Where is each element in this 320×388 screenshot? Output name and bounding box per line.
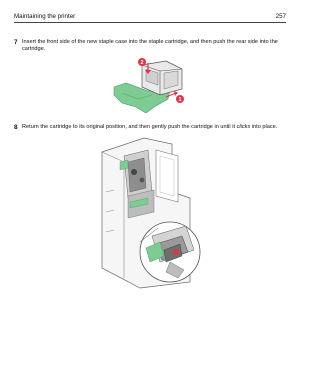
step-text: Insert the front side of the new staple case into the staple cartridge, and then push the rear side into the cartridge. [22,39,278,53]
callout-1: 1 [178,96,182,103]
section-title: Maintaining the printer [14,13,76,20]
step-number: 8 [14,124,18,131]
callout-2: 2 [140,59,144,66]
step-number: 7 [14,39,18,46]
page-number: 257 [275,13,286,20]
step-7 [14,39,286,54]
staple-case-illustration [108,55,194,117]
step-text: Return the cartridge to its original position, and then gently push the cartridge in until it clicks into place. [22,124,278,130]
printer-finisher-illustration [94,132,206,292]
emphasis-clicks: clicks [236,124,251,130]
page-header [14,8,286,23]
step-8 [14,124,286,131]
